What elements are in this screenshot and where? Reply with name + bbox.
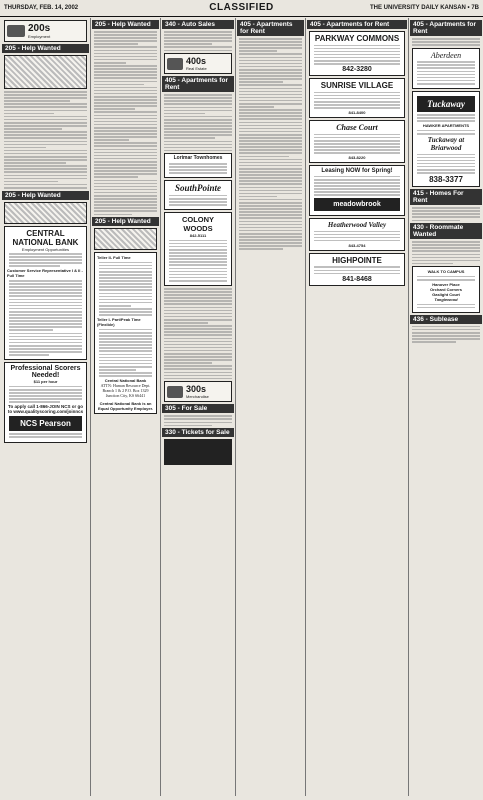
southpointe-ad xyxy=(164,180,232,210)
property-name: meadowbrook xyxy=(314,198,400,211)
section-title: CLASSIFIED xyxy=(209,2,274,13)
property-name: Gaslight Court xyxy=(432,292,460,298)
column-2 xyxy=(92,18,159,796)
property-name: COLONY WOODS xyxy=(181,215,215,234)
teller-ad xyxy=(94,252,157,414)
section-header: 205 - Help Wanted xyxy=(2,44,89,53)
column-3 xyxy=(162,18,234,796)
classified-text xyxy=(239,38,302,61)
logo-word: Merchandise xyxy=(186,394,209,400)
tag-icon xyxy=(167,386,183,398)
real-estate-logo xyxy=(164,53,232,74)
column-rule xyxy=(408,18,409,796)
job-title: Teller I- Part/Peak Time (Flexible) xyxy=(97,317,141,328)
section-header: 436 - Sublease xyxy=(410,315,482,324)
column-rule xyxy=(90,18,91,796)
ncs-ad xyxy=(4,362,87,442)
logo-word: Real Estate xyxy=(186,66,207,72)
employment-logo xyxy=(4,20,87,42)
section-header: 405 - Apartments for Rent xyxy=(237,20,304,36)
eoe-note: Central National Bank is an Equal Opportunity Employer. xyxy=(97,401,154,412)
ad-title: WALK TO CAMPUS xyxy=(427,269,465,275)
property-name: SouthPointe xyxy=(174,183,221,194)
classified-text xyxy=(412,38,480,46)
heatherwood-ad xyxy=(309,218,405,251)
bank-subtitle: Employment Opportunities xyxy=(21,246,70,252)
phone-number: 838-3377 xyxy=(429,175,463,185)
classified-text xyxy=(412,326,480,343)
tuckaway-ad xyxy=(412,91,480,187)
property-name: Lorimar Townhomes xyxy=(173,155,223,162)
job-title: Customer Service Representative I & II - Full Time xyxy=(7,268,83,279)
classified-text xyxy=(164,94,232,151)
column-6 xyxy=(410,18,482,796)
logo-number: 200s xyxy=(28,23,51,34)
bank-ad xyxy=(4,226,87,361)
page-header xyxy=(0,0,483,17)
property-name: HIGHPOINTE xyxy=(332,255,382,265)
phone-number: 842-5111 xyxy=(189,233,207,239)
phone-number: 843-8220 xyxy=(348,155,366,161)
highpointe-ad xyxy=(309,253,405,286)
ad-title: Leasing NOW for Spring! xyxy=(321,168,393,175)
merchandise-logo xyxy=(164,381,232,402)
property-name: Hanover Place xyxy=(432,282,460,288)
classified-text xyxy=(239,63,302,250)
section-header: 205 - Help Wanted xyxy=(2,191,89,200)
section-header: 405 - Apartments for Rent xyxy=(162,76,234,92)
classified-text xyxy=(412,241,480,264)
logo-number: 400s xyxy=(186,56,207,67)
paper-name: THE UNIVERSITY DAILY KANSAN • 7B xyxy=(369,5,479,11)
classified-text xyxy=(94,31,157,215)
column-5 xyxy=(307,18,407,796)
sunrise-ad xyxy=(309,78,405,118)
house-icon xyxy=(167,58,183,70)
company-logo: NCS Pearson xyxy=(9,416,82,431)
help-wanted-banner xyxy=(4,55,87,89)
classified-text xyxy=(164,31,232,51)
property-name: SUNRISE VILLAGE xyxy=(320,81,394,91)
section-header: 405 - Apartments for Rent xyxy=(410,20,482,36)
apply-info: To apply call 1-866-JOIN NCS or go to www.qualityscoring.com/joinncs xyxy=(7,404,84,415)
aberdeen-ad xyxy=(412,48,480,89)
column-1 xyxy=(2,18,89,796)
lorimar-ad xyxy=(164,153,232,178)
column-4 xyxy=(237,18,304,796)
phone-number: 842-3280 xyxy=(342,66,372,74)
section-header: 205 - Help Wanted xyxy=(92,20,159,29)
phone-number: 843-4754 xyxy=(348,242,366,248)
classified-text xyxy=(4,91,87,189)
phone-number: 841-8400 xyxy=(348,110,366,116)
property-name: Orchard Corners xyxy=(429,287,462,293)
section-header: 205 - Help Wanted xyxy=(92,217,159,226)
briefcase-icon xyxy=(7,25,25,37)
section-header: 415 - Homes For Rent xyxy=(410,189,482,205)
section-header: 330 - Tickets for Sale xyxy=(162,428,234,437)
colony-woods-ad xyxy=(164,212,232,286)
leasing-ad xyxy=(309,165,405,216)
classified-text xyxy=(164,288,232,379)
employer-address: ATTN: Human Resource Dept. Branch 1 & 2 P.O. Box 1329 Junction City, KS 66441 xyxy=(100,383,151,399)
parkway-ad xyxy=(309,31,405,76)
employer-name: Central National Bank xyxy=(104,378,147,384)
walk-to-campus-ad xyxy=(412,266,480,312)
classified-text xyxy=(412,207,480,221)
property-name: PARKWAY COMMONS xyxy=(314,34,400,43)
phone-number: 841-8468 xyxy=(342,275,372,283)
bank-name: CENTRAL NATIONAL BANK xyxy=(12,228,79,247)
column-rule xyxy=(305,18,306,796)
property-name: Tuckaway xyxy=(417,96,475,112)
property-name: Chase Court xyxy=(336,123,378,133)
issue-date: THURSDAY, FEB. 14, 2002 xyxy=(4,5,79,11)
section-header: 430 - Roommate Wanted xyxy=(410,223,482,239)
property-name: Tuckaway at Briarwood xyxy=(427,136,465,152)
property-name: Aberdeen xyxy=(430,50,462,60)
logo-number: 300s xyxy=(186,384,207,395)
job-title: Teller II- Full Time xyxy=(97,255,131,261)
property-name: Heatherwood Valley xyxy=(327,221,387,230)
section-header: 405 - Apartments for Rent xyxy=(307,20,407,29)
help-wanted-banner xyxy=(94,228,157,250)
column-rule xyxy=(235,18,236,796)
section-header: 340 - Auto Sales xyxy=(162,20,234,29)
column-rule xyxy=(160,18,161,796)
property-name: HAWKER APARTMENTS xyxy=(422,123,470,129)
classified-text xyxy=(164,415,232,426)
help-wanted-banner xyxy=(4,202,87,224)
logo-word: Employment xyxy=(28,34,51,39)
chase-court-ad xyxy=(309,120,405,163)
section-header: 305 - For Sale xyxy=(162,404,234,413)
tickets-ad xyxy=(164,439,232,465)
property-name: Tanglewood xyxy=(434,297,458,303)
pay-rate: $11 per hour xyxy=(33,379,58,385)
ad-title: Professional Scorers Needed! xyxy=(10,365,81,380)
